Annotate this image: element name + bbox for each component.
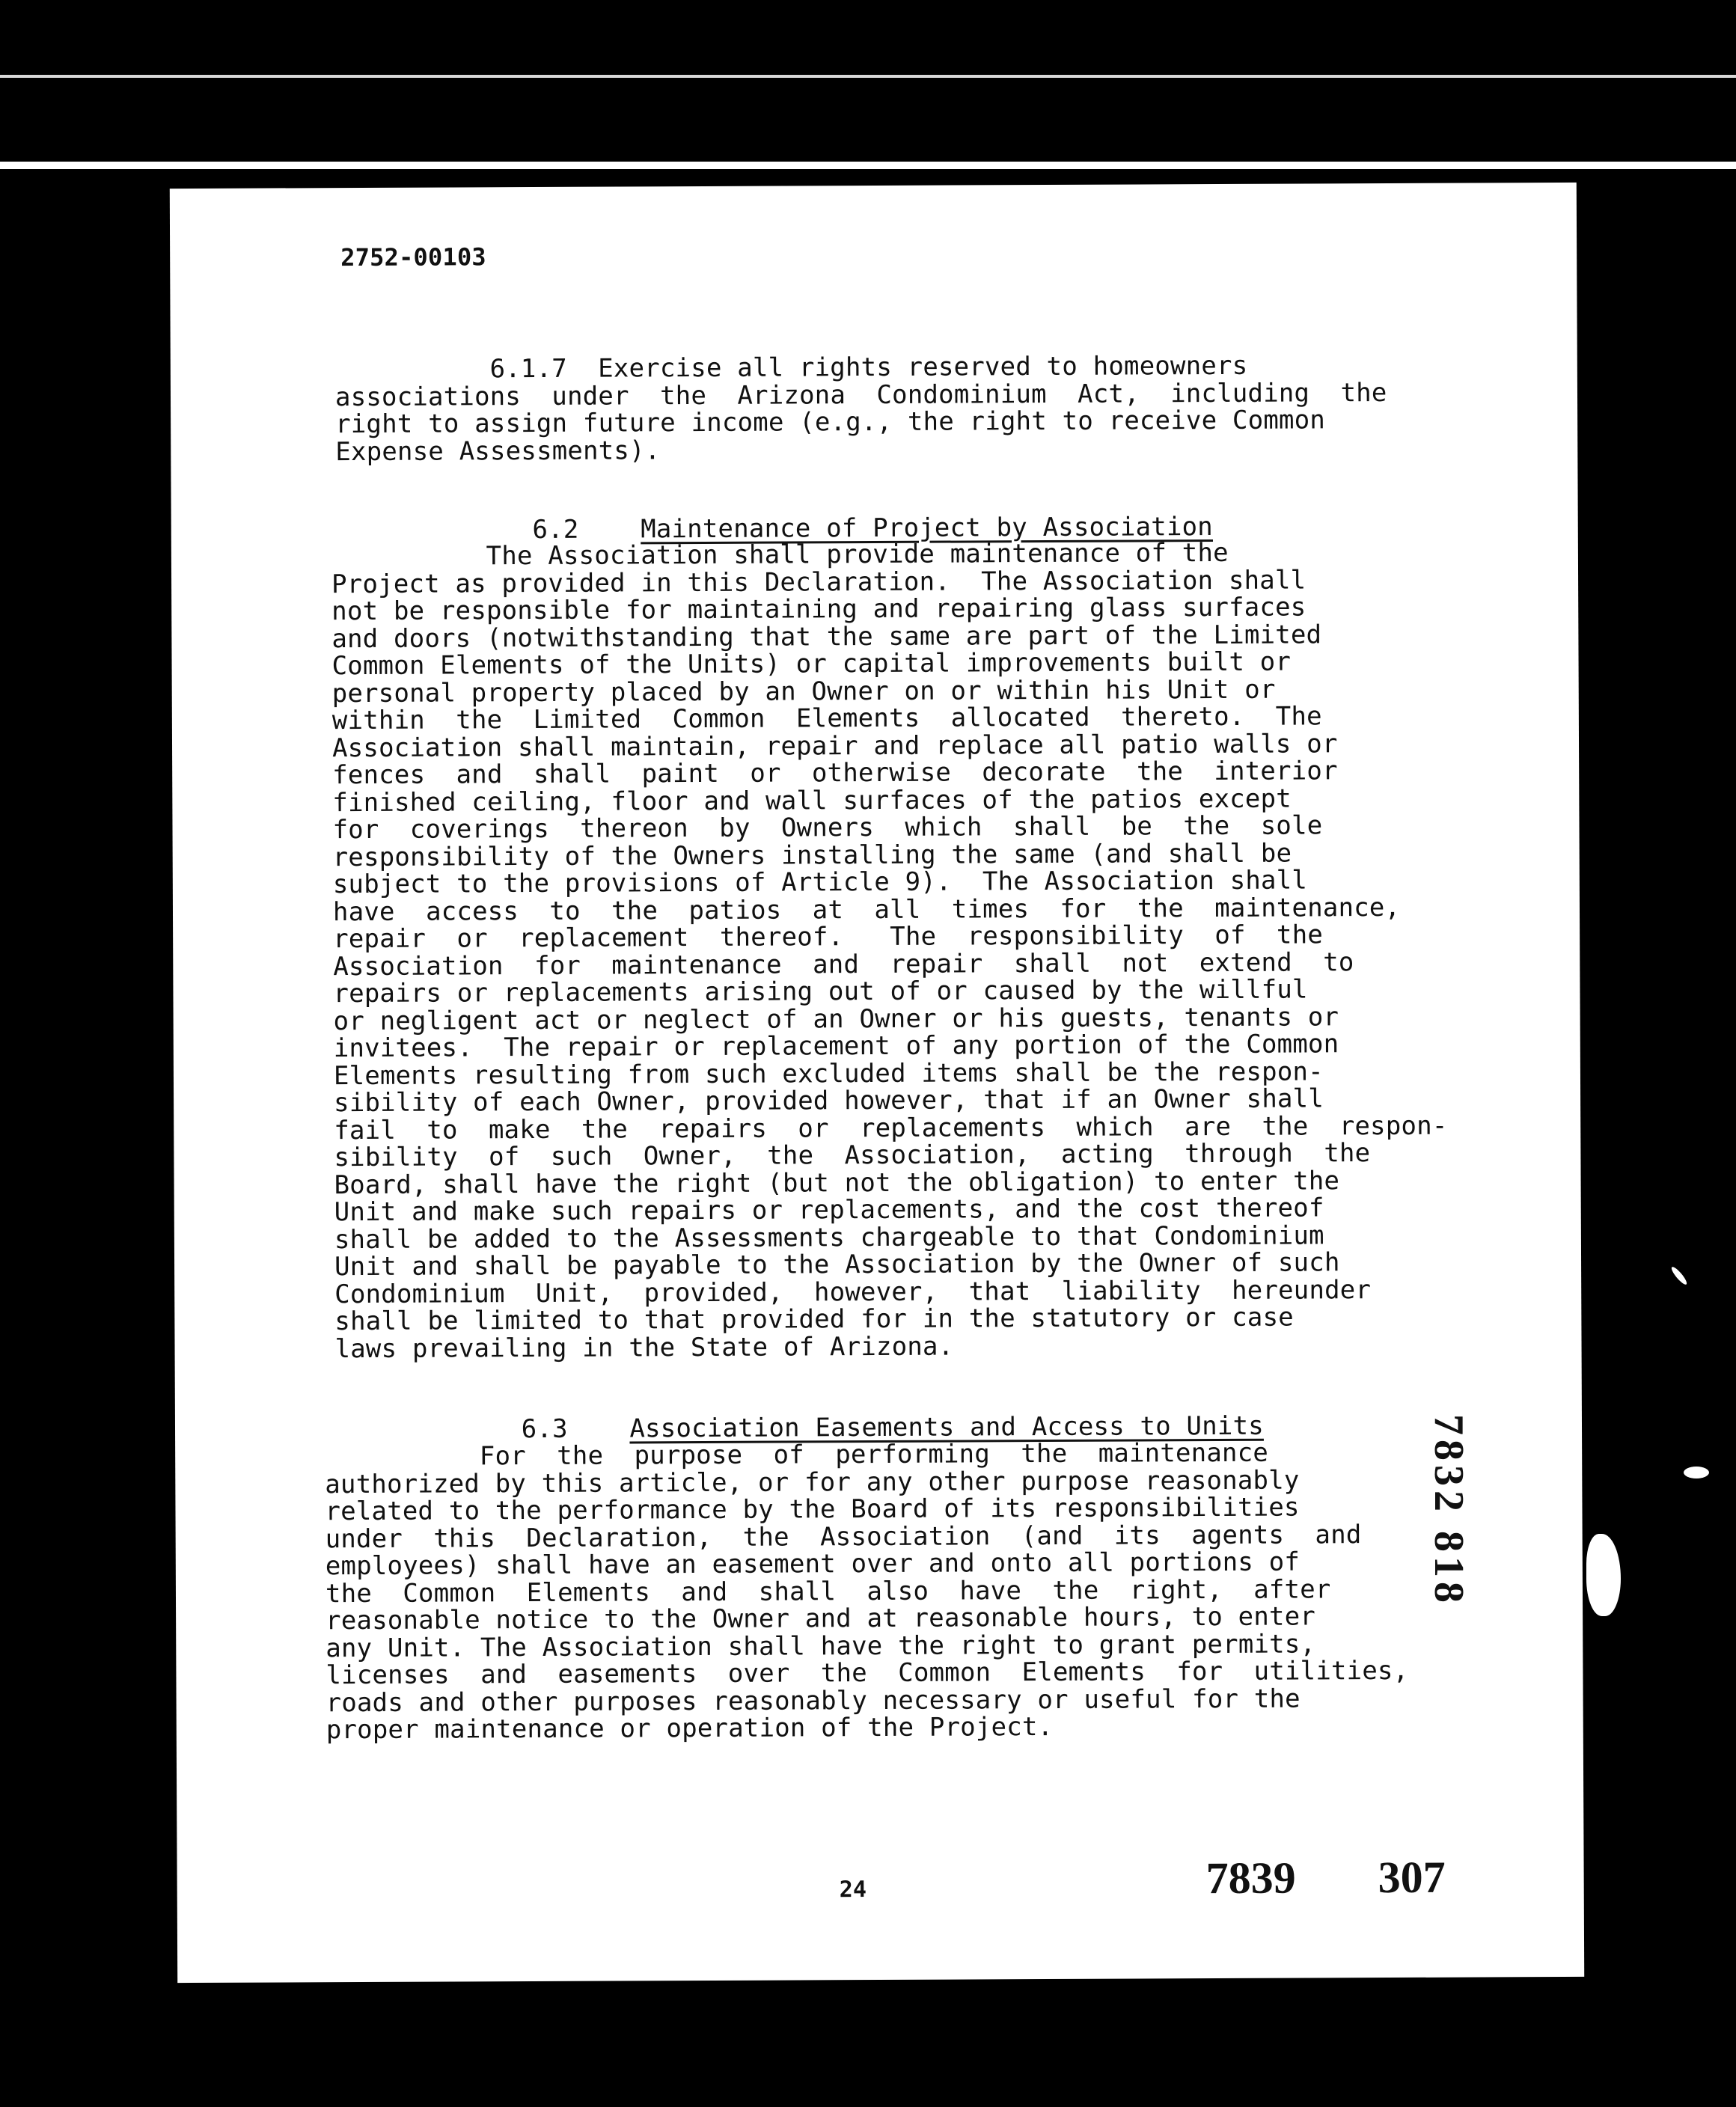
scan-speck xyxy=(1684,1467,1709,1478)
section-title: Maintenance of Project by Association xyxy=(641,511,1214,544)
scan-speck xyxy=(1586,1534,1621,1616)
margin-recording-stamp: 7832 818 xyxy=(1425,1414,1472,1607)
section-number: 6.2 xyxy=(532,514,579,545)
recording-stamp-book: 7839 xyxy=(1205,1853,1296,1903)
page-number: 24 xyxy=(839,1877,867,1903)
scan-speck xyxy=(1669,1265,1688,1286)
document-page xyxy=(170,183,1584,1983)
paragraph-6-3: For the purpose of performing the maintenance authorized by this article, or for any other purpose reasonably related to the performance by the Board of its responsibilities under this Declaration, the Association (and its agents and employees) shall have an easement over and onto all portions of the Common Elements and shall also have the right, after reasonable notice to the Owner and at reasonable hours, to enter any Unit. The Association shall have the right to grant permits, licenses and easements over the Common Elements for utilities, roads and other purposes reasonably necessary or useful for the proper maintenance or operation of the Project. xyxy=(325,1437,1409,1746)
recording-stamp-page: 307 xyxy=(1378,1852,1446,1903)
section-title: Association Easements and Access to Units xyxy=(629,1410,1264,1443)
scan-edge-line-page xyxy=(0,162,1736,169)
paragraph-6-2: The Association shall provide maintenance of the Project as provided in this Declaration. The Association shall not be responsible for maintaining and repairing glass surfaces and doors (notwithstanding that the same are part of the Limited Common Elements of the Units) or capital improvements built or personal property placed by an Owner on or within his Unit or within the Limited Common Elements allocated thereto. The Association shall maintain, repair and replace all patio walls or fences and shall paint or otherwise decorate the interior finished ceiling, floor and wall surfaces of the patios except for coverings thereon by Owners which shall be the sole responsibility of the Owners installing the same (and shall be subject to the provisions of Article 9). The Association shall have access to the patios at all times for the maintenance, repair or replacement thereof. The responsibility of the Association for maintenance and repair shall not extend to repairs or replacements arising out of or caused by the willful or negligent act or neglect of an Owner or his guests, tenants or invitees. The repair or replacement of any portion of the Common Elements resulting from such excluded items shall be the respon- sibility of each Owner, provided however, that if an Owner shall fail to make the repairs or replacements which are the respon- sibility of such Owner, the Association, acting through the Board, shall have the right (but not the obligation) to enter the Unit and make such repairs or replacements, and the cost thereof shall be added to the Assessments chargeable to that Condominium Unit and shall be payable to the Association by the Owner of such Condominium Unit, provided, however, that liability hereunder shall be limited to that provided for in the statutory or case laws prevailing in the State of Arizona. xyxy=(331,537,1448,1364)
document-id: 2752-00103 xyxy=(340,242,486,272)
paragraph-6-1-7: 6.1.7 Exercise all rights reserved to homeowners associations under the Arizona Condominium Act, including the right to assign future income (e.g., the right to receive Common Expense Assessments). xyxy=(334,350,1387,467)
scan-edge-line-top xyxy=(0,75,1736,78)
section-number: 6.3 xyxy=(521,1413,568,1444)
